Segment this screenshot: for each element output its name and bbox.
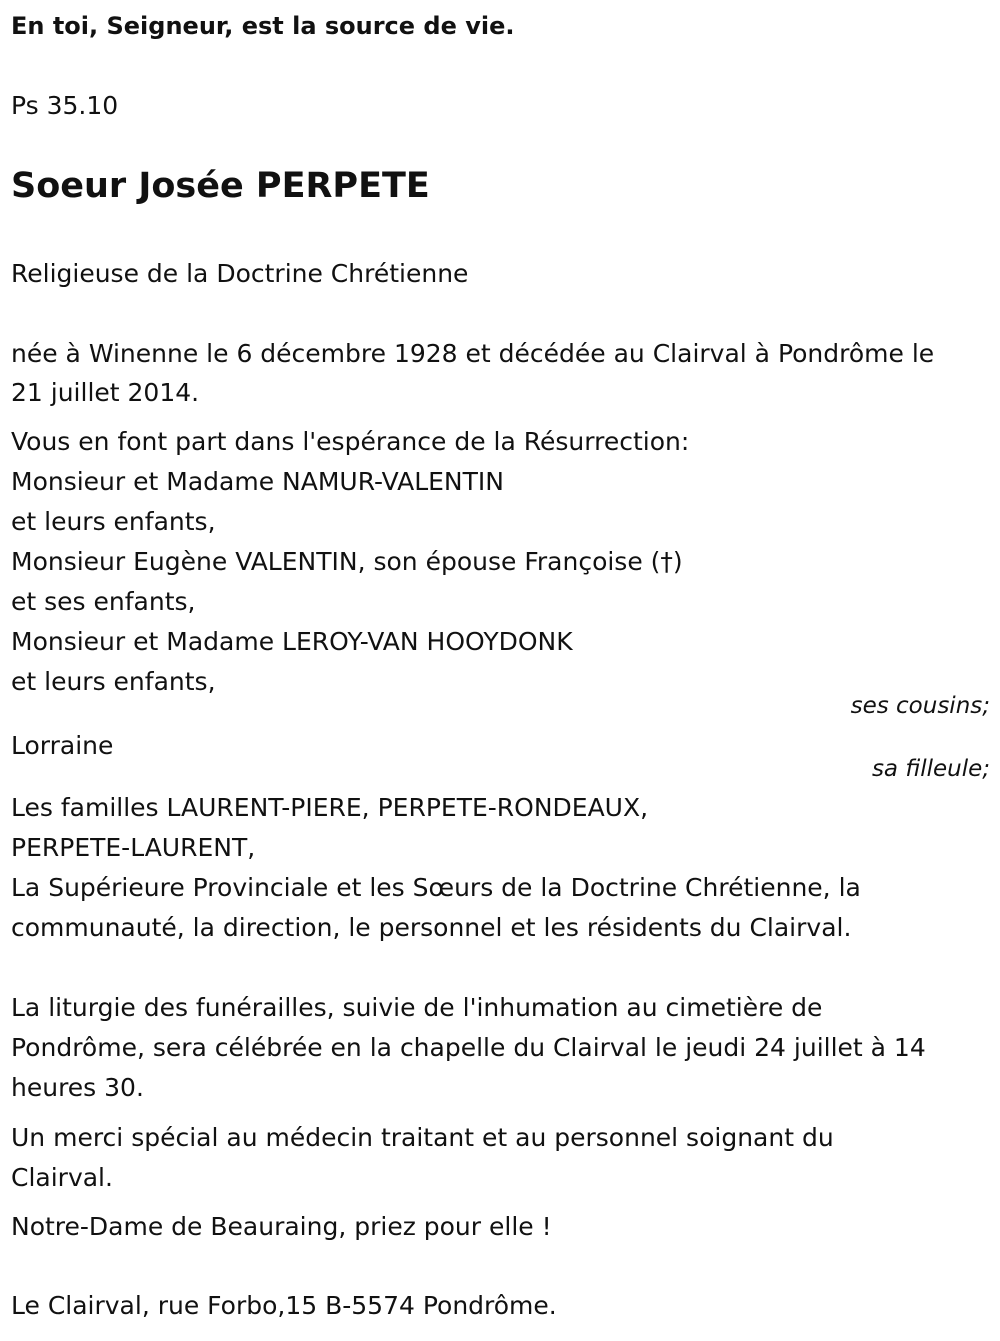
- psalm-reference: Ps 35.10: [11, 91, 119, 120]
- family-line: Monsieur et Madame LEROY-VAN HOOYDONK: [11, 627, 573, 656]
- family-line: et leurs enfants,: [11, 667, 216, 696]
- others-line: PERPETE-LAURENT,: [11, 833, 256, 862]
- family-line: et leurs enfants,: [11, 507, 216, 536]
- deceased-name: Soeur Josée PERPETE: [11, 166, 430, 206]
- thanks-line: Un merci spécial au médecin traitant et au personnel soignant du: [11, 1123, 834, 1152]
- cousins-note: ses cousins;: [850, 693, 990, 719]
- deceased-title: Religieuse de la Doctrine Chrétienne: [11, 259, 469, 288]
- goddaughter-note: sa filleule;: [871, 756, 990, 782]
- others-line: La Supérieure Provinciale et les Sœurs de la Doctrine Chrétienne, la: [11, 873, 861, 902]
- others-line: communauté, la direction, le personnel et les résidents du Clairval.: [11, 913, 852, 942]
- funeral-line: Pondrôme, sera célébrée en la chapelle du Clairval le jeudi 24 juillet à 14: [11, 1033, 926, 1062]
- funeral-line: heures 30.: [11, 1073, 144, 1102]
- birth-death-line-1: née à Winenne le 6 décembre 1928 et décédée au Clairval à Pondrôme le: [11, 339, 935, 368]
- thanks-line: Clairval.: [11, 1163, 113, 1192]
- others-line: Les familles LAURENT-PIERE, PERPETE-RONDEAUX,: [11, 793, 649, 822]
- family-line: Monsieur Eugène VALENTIN, son épouse Françoise (†): [11, 547, 683, 576]
- announcement-intro: Vous en font part dans l'espérance de la Résurrection:: [11, 427, 690, 456]
- family-line: et ses enfants,: [11, 587, 196, 616]
- family-line: Monsieur et Madame NAMUR-VALENTIN: [11, 467, 504, 496]
- epigraph: En toi, Seigneur, est la source de vie.: [11, 12, 515, 40]
- address: Le Clairval, rue Forbo,15 B-5574 Pondrôme.: [11, 1291, 557, 1320]
- goddaughter-name: Lorraine: [11, 731, 114, 760]
- prayer: Notre-Dame de Beauraing, priez pour elle !: [11, 1212, 552, 1241]
- funeral-line: La liturgie des funérailles, suivie de l'inhumation au cimetière de: [11, 993, 823, 1022]
- birth-death-line-2: 21 juillet 2014.: [11, 378, 200, 407]
